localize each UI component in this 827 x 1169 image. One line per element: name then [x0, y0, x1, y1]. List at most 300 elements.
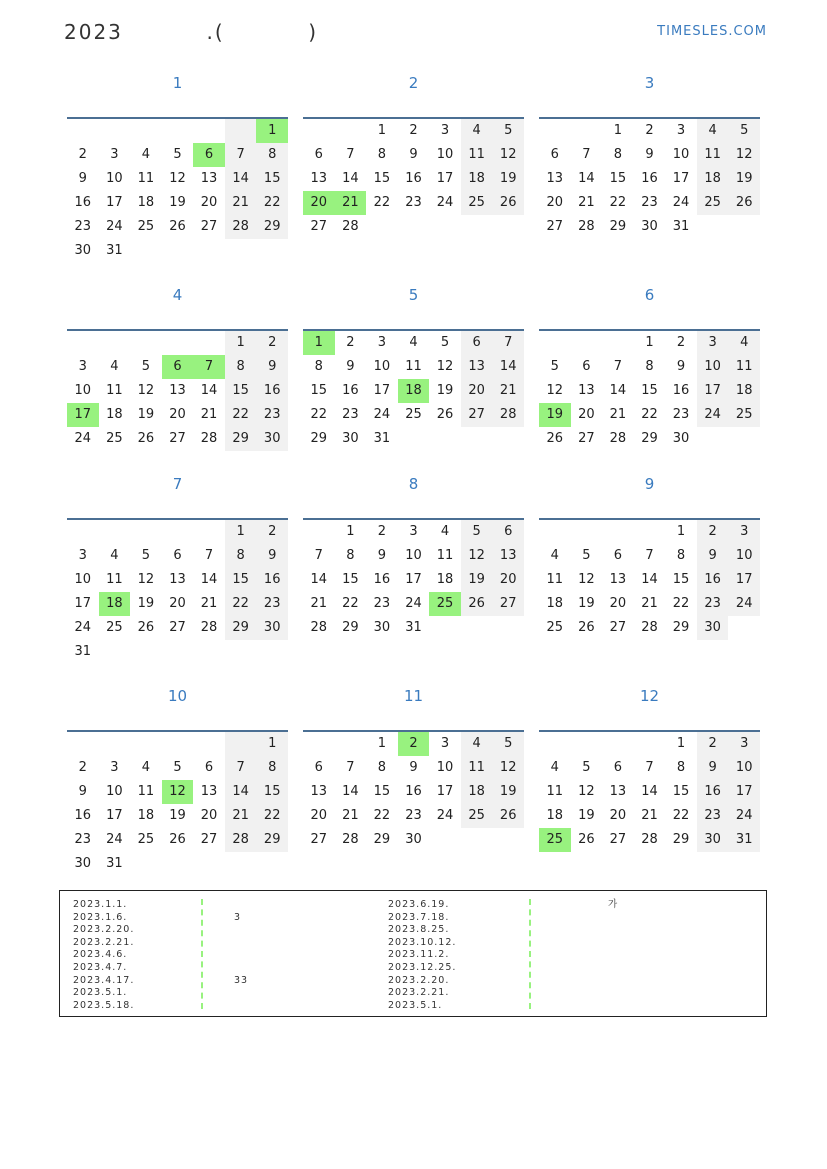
- day-cell: 3: [110, 147, 119, 162]
- day-cell: 14: [342, 171, 359, 186]
- day-cell: 29: [342, 620, 359, 635]
- legend-holiday-name: 가: [608, 899, 619, 910]
- day-cell: 10: [373, 359, 391, 374]
- empty-cell: [492, 616, 524, 640]
- day-cell: 29: [609, 219, 627, 234]
- day-cell: 22: [256, 804, 288, 828]
- day-cell: 5: [141, 359, 151, 374]
- day-cell: 23: [641, 195, 658, 210]
- empty-cell: [225, 239, 257, 263]
- empty-cell: [461, 828, 493, 852]
- empty-cell: [130, 640, 162, 664]
- day-cell: 27: [578, 431, 595, 446]
- day-cell: 11: [461, 143, 493, 167]
- day-cell: 19: [137, 407, 155, 422]
- day-cell: 9: [697, 756, 729, 780]
- day-cell: 1: [256, 732, 288, 756]
- day-cell: 19: [436, 383, 454, 398]
- day-cell: 7: [314, 548, 323, 563]
- day-cell: 2: [697, 732, 729, 756]
- month-block: [303, 468, 524, 640]
- day-cell: 14: [342, 784, 359, 799]
- day-cell: 4: [550, 760, 559, 775]
- day-cell: 29: [672, 832, 690, 847]
- day-cell: 28: [641, 620, 658, 635]
- month-block: [539, 680, 760, 852]
- day-cell: 18: [728, 379, 760, 403]
- empty-cell: [99, 732, 131, 756]
- month-day-grid: [67, 119, 288, 263]
- day-cell: 20: [200, 808, 218, 823]
- month-title: 1: [172, 74, 183, 92]
- legend-date: 2023.7.18.: [388, 911, 450, 923]
- month-title: 6: [644, 286, 655, 304]
- day-cell: 21: [641, 808, 658, 823]
- empty-cell: [697, 215, 729, 239]
- day-cell: 13: [609, 784, 627, 799]
- day-cell: 21: [342, 808, 359, 823]
- legend-date: 2023.8.25.: [388, 924, 450, 936]
- legend-date: 2023.5.1.: [73, 987, 128, 999]
- day-cell: 10: [436, 760, 454, 775]
- day-cell: 19: [578, 808, 595, 823]
- day-cell: 24: [728, 804, 760, 828]
- empty-cell: [492, 215, 524, 239]
- empty-cell: [429, 616, 461, 640]
- day-cell: 3: [110, 760, 119, 775]
- day-cell: 17: [373, 383, 391, 398]
- empty-cell: [193, 852, 225, 876]
- legend-holiday-name: 33: [234, 974, 249, 986]
- empty-cell: [602, 520, 634, 544]
- empty-cell: [162, 520, 194, 544]
- legend-right-divider: [529, 899, 531, 1009]
- day-cell: 7: [492, 331, 524, 355]
- empty-cell: [130, 119, 162, 143]
- day-cell: 2: [697, 520, 729, 544]
- empty-cell: [429, 427, 461, 451]
- day-cell: 19: [169, 808, 186, 823]
- legend-date: 2023.2.21.: [73, 936, 135, 948]
- day-cell: 10: [106, 171, 123, 186]
- day-cell: 25: [137, 219, 155, 234]
- day-cell: 12: [578, 572, 595, 587]
- month-block: [67, 67, 288, 263]
- month-day-grid: [539, 119, 760, 239]
- day-cell: 11: [137, 171, 155, 186]
- day-cell: 4: [728, 331, 760, 355]
- month-title: 12: [639, 687, 660, 705]
- day-cell: 25: [546, 620, 564, 635]
- empty-cell: [602, 331, 634, 355]
- empty-cell: [539, 119, 571, 143]
- day-cell: 29: [310, 431, 328, 446]
- empty-cell: [162, 331, 194, 355]
- day-cell: 7: [225, 143, 257, 167]
- day-cell: 20: [310, 808, 328, 823]
- day-cell: 14: [310, 572, 328, 587]
- empty-cell: [67, 119, 99, 143]
- day-cell: 28: [342, 219, 359, 234]
- day-cell: 24: [106, 832, 123, 847]
- day-cell: 10: [74, 383, 92, 398]
- day-cell: 13: [169, 572, 186, 587]
- day-cell: 3: [377, 335, 387, 350]
- day-cell: 13: [461, 355, 493, 379]
- month-title: 4: [172, 286, 183, 304]
- day-cell: 2: [78, 147, 87, 162]
- day-cell: 25: [106, 620, 123, 635]
- day-cell: 5: [550, 359, 559, 374]
- day-cell: 13: [609, 572, 627, 587]
- day-cell: 17: [436, 784, 454, 799]
- empty-cell: [193, 119, 225, 143]
- empty-cell: [602, 732, 634, 756]
- day-cell: 1: [377, 736, 387, 751]
- day-cell: 21: [310, 596, 328, 611]
- day-cell: 17: [106, 195, 123, 210]
- day-cell: 1: [225, 520, 257, 544]
- day-cell: 27: [169, 620, 186, 635]
- day-cell: 22: [672, 596, 690, 611]
- day-cell: 21: [492, 379, 524, 403]
- day-cell: 3: [676, 123, 686, 138]
- day-cell: 26: [492, 191, 524, 215]
- legend-left-divider: [201, 899, 203, 1009]
- empty-cell: [398, 215, 430, 239]
- day-cell: 12: [137, 383, 155, 398]
- day-cell: 22: [672, 808, 690, 823]
- day-cell: 8: [256, 756, 288, 780]
- day-cell: 28: [578, 219, 595, 234]
- day-cell: 1: [676, 736, 686, 751]
- month-day-grid: [539, 732, 760, 852]
- empty-cell: [67, 331, 99, 355]
- day-cell: 6: [204, 760, 214, 775]
- day-cell: 4: [409, 335, 418, 350]
- legend-left-dates: [73, 899, 134, 1012]
- day-cell: 3: [409, 524, 418, 539]
- day-cell: 4: [550, 548, 559, 563]
- day-cell: 22: [225, 592, 257, 616]
- day-cell: 16: [672, 383, 690, 398]
- day-cell: 18: [546, 808, 564, 823]
- day-cell: 23: [405, 808, 422, 823]
- month-title: 10: [167, 687, 188, 705]
- empty-cell: [461, 616, 493, 640]
- day-cell: 21: [200, 407, 218, 422]
- day-cell: 12: [137, 572, 155, 587]
- day-cell: 14: [200, 572, 218, 587]
- day-cell: 1: [377, 123, 387, 138]
- day-cell: 5: [173, 760, 182, 775]
- empty-cell: [256, 852, 288, 876]
- empty-cell: [67, 520, 99, 544]
- day-cell: 7: [613, 359, 623, 374]
- day-cell: 10: [74, 572, 92, 587]
- day-cell: 23: [342, 407, 359, 422]
- day-cell: 9: [409, 147, 418, 162]
- empty-cell: [99, 520, 131, 544]
- day-cell: 19: [169, 195, 186, 210]
- day-cell: 13: [310, 171, 328, 186]
- empty-cell: [634, 520, 666, 544]
- day-cell: 16: [373, 572, 391, 587]
- day-cell: 9: [256, 544, 288, 568]
- empty-cell: [634, 732, 666, 756]
- day-cell: 14: [641, 572, 658, 587]
- day-cell: 29: [225, 427, 257, 451]
- day-cell: 5: [582, 548, 591, 563]
- day-cell: 2: [676, 335, 686, 350]
- page-title: 2023 .( ): [64, 20, 319, 44]
- day-cell: 21: [641, 596, 658, 611]
- legend-holiday-name: [538, 949, 618, 962]
- day-cell: 6: [193, 143, 225, 167]
- day-cell: 21: [225, 191, 257, 215]
- day-cell: 10: [106, 784, 123, 799]
- day-cell: 15: [256, 780, 288, 804]
- day-cell: 21: [200, 596, 218, 611]
- day-cell: 16: [256, 568, 288, 592]
- day-cell: 18: [546, 596, 564, 611]
- day-cell: 11: [106, 383, 123, 398]
- day-cell: 26: [169, 219, 186, 234]
- empty-cell: [130, 852, 162, 876]
- legend-holiday-name: [210, 949, 248, 962]
- day-cell: 29: [225, 616, 257, 640]
- day-cell: 25: [137, 832, 155, 847]
- day-cell: 15: [342, 572, 359, 587]
- day-cell: 10: [672, 147, 690, 162]
- day-cell: 29: [373, 832, 391, 847]
- empty-cell: [193, 640, 225, 664]
- day-cell: 8: [225, 544, 257, 568]
- day-cell: 11: [137, 784, 155, 799]
- day-cell: 5: [492, 732, 524, 756]
- day-cell: 30: [74, 856, 92, 871]
- day-cell: 11: [546, 572, 564, 587]
- day-cell: 24: [697, 403, 729, 427]
- day-cell: 2: [377, 524, 387, 539]
- day-cell: 29: [256, 828, 288, 852]
- day-cell: 26: [546, 431, 564, 446]
- day-cell: 13: [200, 171, 218, 186]
- day-cell: 18: [99, 592, 131, 616]
- legend-date: 2023.2.20.: [388, 974, 450, 986]
- day-cell: 24: [405, 596, 422, 611]
- day-cell: 31: [728, 828, 760, 852]
- empty-cell: [193, 732, 225, 756]
- empty-cell: [225, 732, 257, 756]
- day-cell: 15: [373, 784, 391, 799]
- day-cell: 8: [613, 147, 623, 162]
- day-cell: 20: [609, 808, 627, 823]
- day-cell: 28: [200, 620, 218, 635]
- day-cell: 21: [609, 407, 627, 422]
- day-cell: 30: [697, 616, 729, 640]
- day-cell: 5: [461, 520, 493, 544]
- day-cell: 16: [641, 171, 658, 186]
- empty-cell: [193, 239, 225, 263]
- day-cell: 23: [74, 832, 92, 847]
- empty-cell: [99, 640, 131, 664]
- day-cell: 24: [373, 407, 391, 422]
- day-cell: 25: [697, 191, 729, 215]
- day-cell: 27: [169, 431, 186, 446]
- day-cell: 25: [405, 407, 422, 422]
- day-cell: 3: [440, 736, 450, 751]
- day-cell: 30: [641, 219, 658, 234]
- day-cell: 18: [461, 780, 493, 804]
- day-cell: 20: [169, 596, 186, 611]
- day-cell: 12: [492, 756, 524, 780]
- legend-date: 2023.12.25.: [388, 961, 457, 973]
- empty-cell: [728, 616, 760, 640]
- empty-cell: [256, 640, 288, 664]
- day-cell: 28: [310, 620, 328, 635]
- month-title: 5: [408, 286, 419, 304]
- day-cell: 4: [697, 119, 729, 143]
- day-cell: 30: [256, 427, 288, 451]
- day-cell: 31: [373, 431, 391, 446]
- day-cell: 17: [74, 596, 92, 611]
- day-cell: 15: [672, 572, 690, 587]
- site-link[interactable]: TIMESLES.COM: [657, 24, 767, 39]
- legend-date: 2023.6.19.: [388, 899, 450, 910]
- day-cell: 28: [225, 828, 257, 852]
- day-cell: 30: [74, 243, 92, 258]
- month-title: 3: [644, 74, 655, 92]
- day-cell: 22: [373, 808, 391, 823]
- day-cell: 5: [728, 119, 760, 143]
- day-cell: 4: [110, 548, 119, 563]
- day-cell: 10: [405, 548, 422, 563]
- month-day-grid: [303, 119, 524, 239]
- day-cell: 7: [204, 548, 214, 563]
- holiday-legend: [59, 890, 767, 1017]
- day-cell: 22: [256, 191, 288, 215]
- day-cell: 20: [609, 596, 627, 611]
- legend-date: 2023.4.17.: [73, 974, 135, 986]
- day-cell: 18: [697, 167, 729, 191]
- day-cell: 12: [546, 383, 564, 398]
- day-cell: 5: [141, 548, 151, 563]
- empty-cell: [571, 520, 603, 544]
- month-day-grid: [539, 331, 760, 451]
- month-title: 7: [172, 475, 183, 493]
- month-block: [539, 279, 760, 451]
- day-cell: 23: [373, 596, 391, 611]
- legend-date: 2023.10.12.: [388, 936, 457, 948]
- empty-cell: [697, 427, 729, 451]
- day-cell: 12: [436, 359, 454, 374]
- day-cell: 13: [578, 383, 595, 398]
- day-cell: 17: [697, 379, 729, 403]
- day-cell: 4: [461, 732, 493, 756]
- day-cell: 22: [310, 407, 328, 422]
- day-cell: 6: [162, 355, 194, 379]
- day-cell: 1: [645, 335, 654, 350]
- day-cell: 30: [373, 620, 391, 635]
- day-cell: 22: [373, 195, 391, 210]
- day-cell: 9: [676, 359, 686, 374]
- day-cell: 13: [546, 171, 564, 186]
- legend-date: 2023.4.6.: [73, 949, 128, 961]
- month-block: [303, 680, 524, 852]
- day-cell: 6: [550, 147, 559, 162]
- day-cell: 30: [697, 828, 729, 852]
- day-cell: 14: [225, 167, 257, 191]
- day-cell: 16: [405, 784, 422, 799]
- day-cell: 9: [645, 147, 654, 162]
- day-cell: 17: [405, 572, 422, 587]
- month-block: [67, 279, 288, 451]
- day-cell: 8: [676, 760, 686, 775]
- empty-cell: [571, 732, 603, 756]
- day-cell: 14: [609, 383, 627, 398]
- day-cell: 31: [672, 219, 690, 234]
- empty-cell: [366, 215, 398, 239]
- day-cell: 6: [314, 147, 323, 162]
- day-cell: 19: [137, 596, 155, 611]
- legend-right-dates: [388, 899, 456, 1012]
- day-cell: 23: [256, 403, 288, 427]
- day-cell: 24: [436, 195, 454, 210]
- day-cell: 27: [310, 832, 328, 847]
- empty-cell: [335, 732, 367, 756]
- day-cell: 18: [398, 379, 430, 403]
- day-cell: 7: [645, 760, 654, 775]
- day-cell: 5: [440, 335, 450, 350]
- day-cell: 5: [492, 119, 524, 143]
- day-cell: 9: [78, 784, 87, 799]
- day-cell: 13: [200, 784, 218, 799]
- day-cell: 3: [728, 520, 760, 544]
- day-cell: 15: [310, 383, 328, 398]
- day-cell: 28: [225, 215, 257, 239]
- day-cell: 16: [256, 379, 288, 403]
- day-cell: 25: [429, 592, 461, 616]
- day-cell: 1: [256, 119, 288, 143]
- empty-cell: [99, 119, 131, 143]
- day-cell: 29: [256, 215, 288, 239]
- day-cell: 19: [539, 403, 571, 427]
- day-cell: 28: [342, 832, 359, 847]
- day-cell: 23: [256, 592, 288, 616]
- day-cell: 11: [697, 143, 729, 167]
- day-cell: 16: [697, 780, 729, 804]
- day-cell: 11: [728, 355, 760, 379]
- day-cell: 12: [162, 780, 194, 804]
- day-cell: 14: [200, 383, 218, 398]
- day-cell: 16: [342, 383, 359, 398]
- day-cell: 20: [303, 191, 335, 215]
- day-cell: 18: [461, 167, 493, 191]
- day-cell: 2: [645, 123, 654, 138]
- day-cell: 28: [641, 832, 658, 847]
- day-cell: 27: [200, 832, 218, 847]
- empty-cell: [67, 732, 99, 756]
- day-cell: 13: [492, 544, 524, 568]
- day-cell: 12: [169, 171, 186, 186]
- day-cell: 21: [578, 195, 595, 210]
- empty-cell: [303, 119, 335, 143]
- day-cell: 8: [256, 143, 288, 167]
- day-cell: 12: [461, 544, 493, 568]
- day-cell: 31: [106, 856, 123, 871]
- day-cell: 22: [225, 403, 257, 427]
